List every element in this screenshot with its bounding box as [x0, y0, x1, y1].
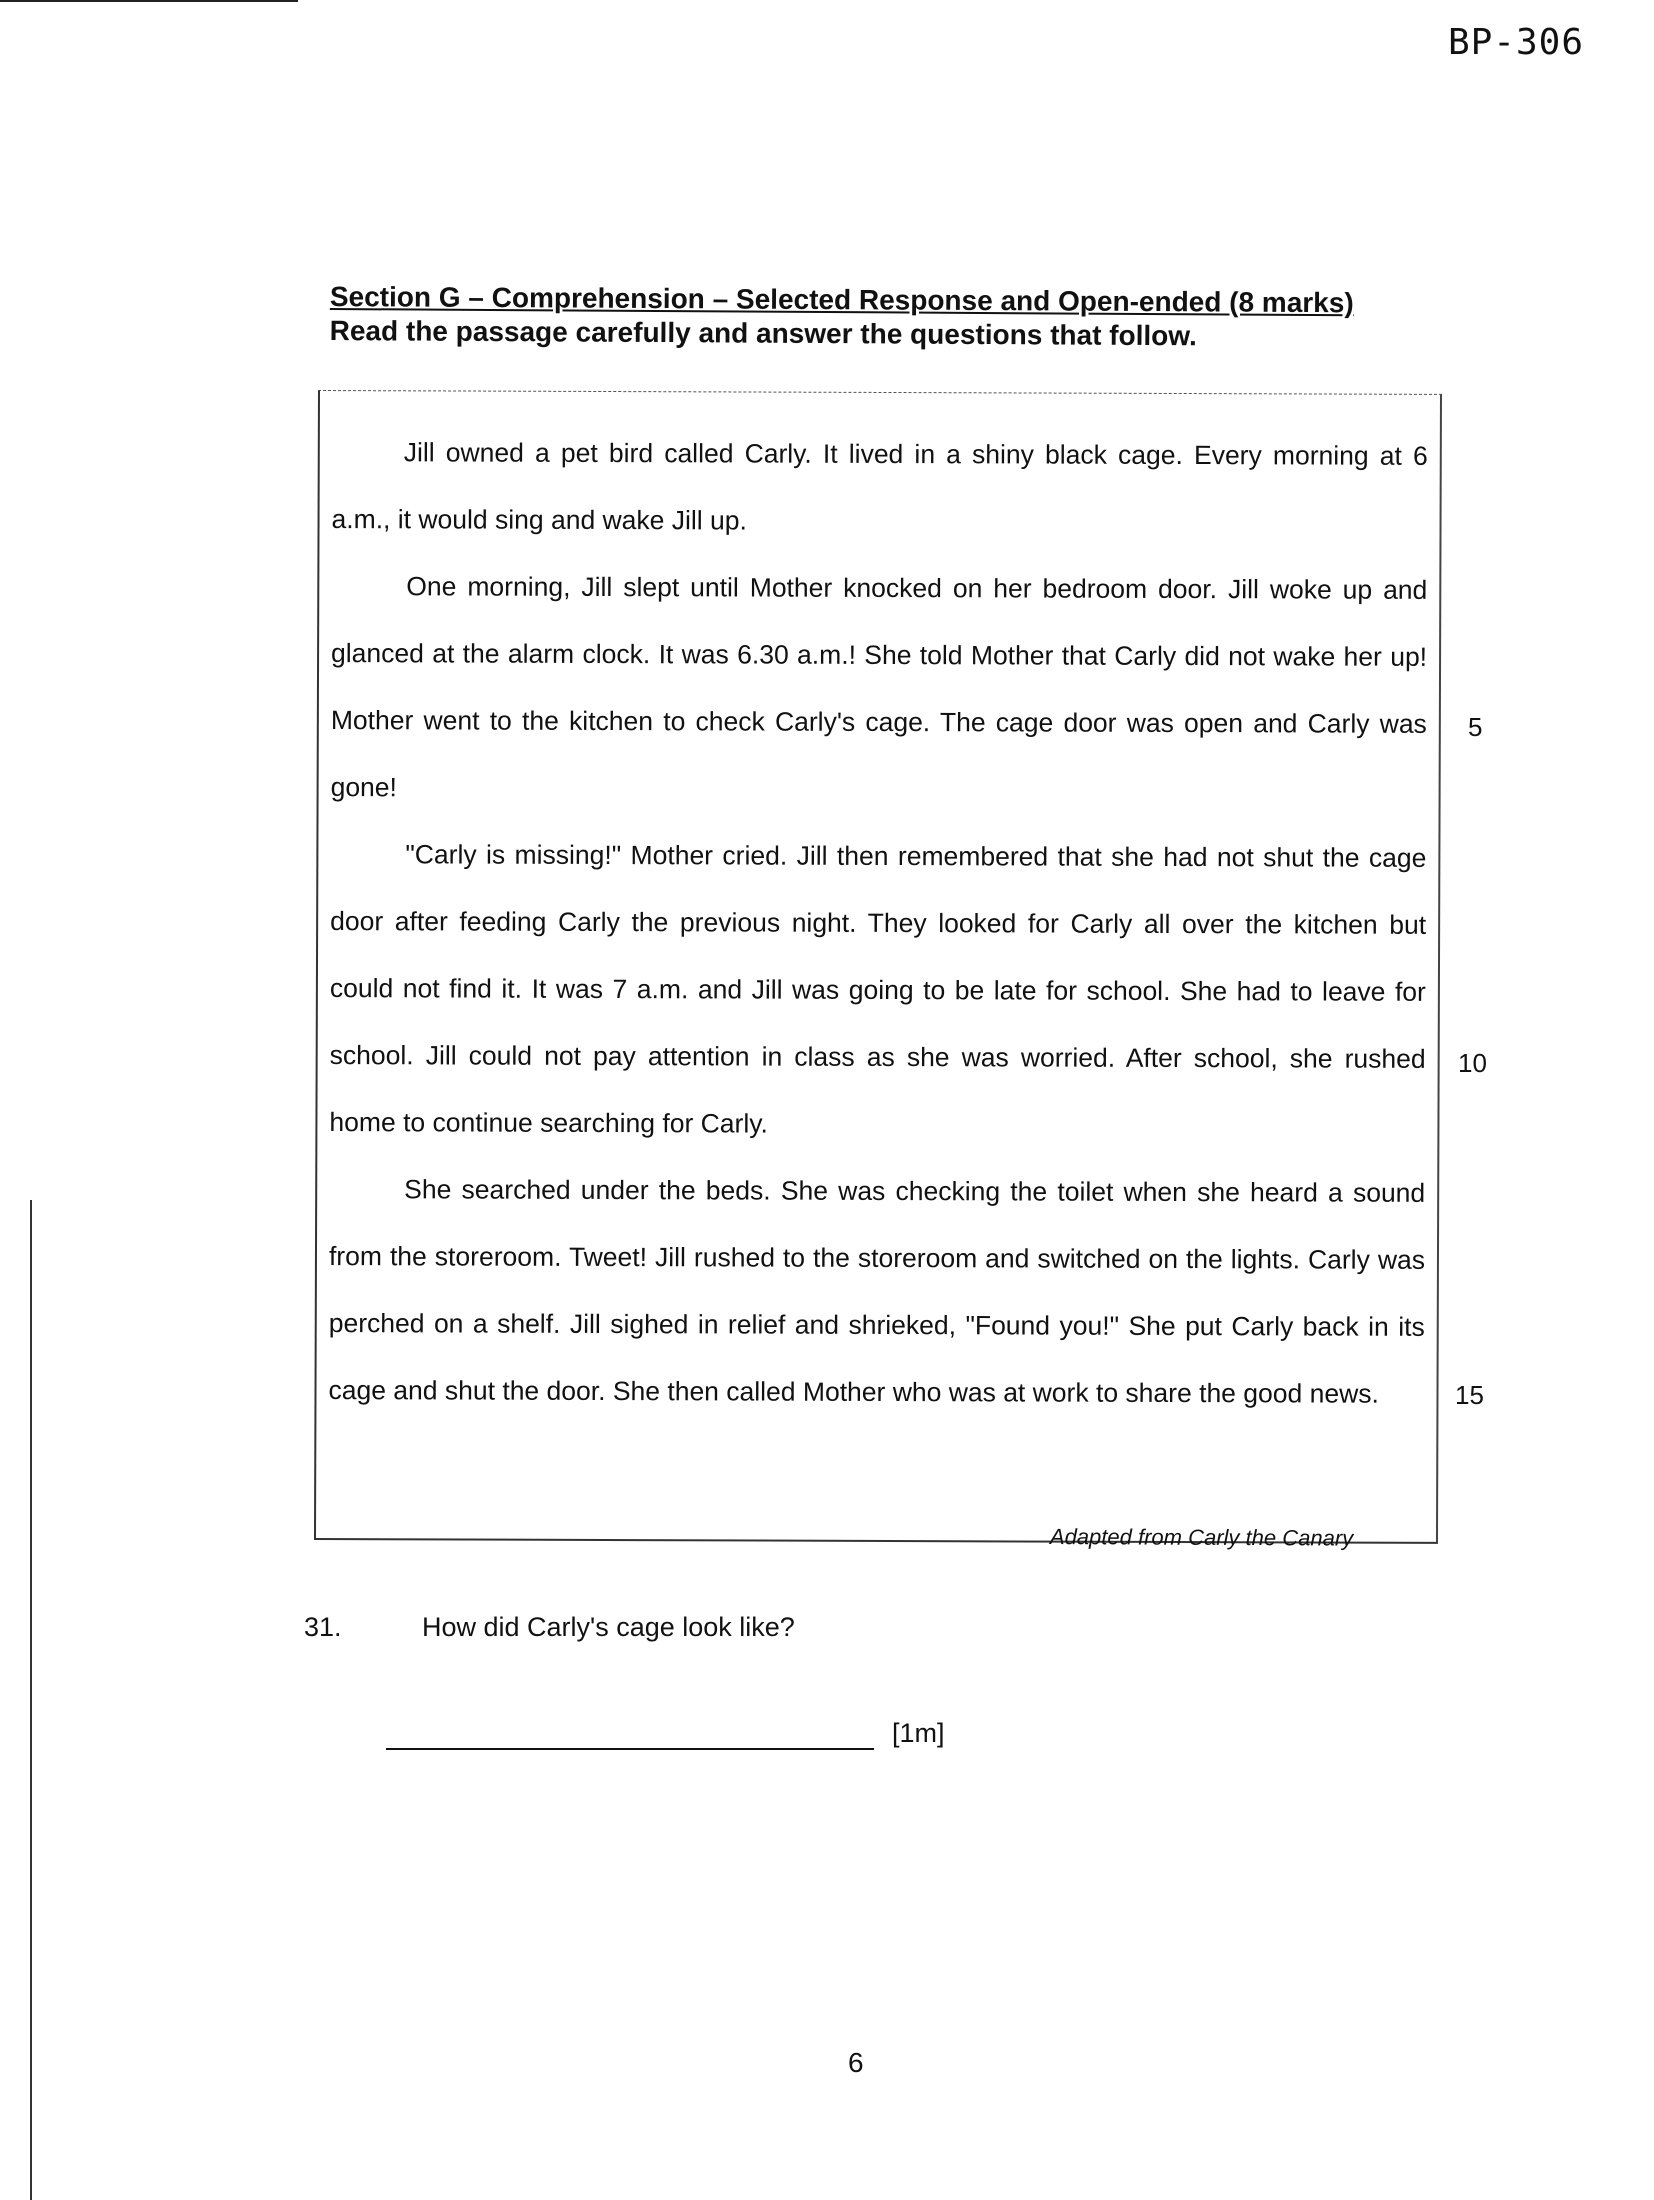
page-number: 6: [848, 2047, 864, 2078]
passage-source: Adapted from Carly the Canary: [1049, 1524, 1354, 1551]
line-number-5: 5: [1468, 712, 1483, 742]
line-number-15: 15: [1455, 1380, 1484, 1410]
scan-edge-left: [30, 1200, 32, 2200]
question-number: 31.: [304, 1612, 342, 1642]
passage-paragraph: "Carly is missing!" Mother cried. Jill then remembered that she had not shut the cage door after feeding Carly the previous night. They looked for Carly all over the kitchen but could not find it. It was 7 a.m. and Jill was going to be late for school. She had to leave for school. Jill could not pay attention in class as she was worried. After school, she rushed home to continue searching for Carly.: [329, 839, 1427, 1139]
passage-paragraph: One morning, Jill slept until Mother knocked on her bedroom door. Jill woke up and glanced at the alarm clock. It was 6.30 a.m.! She told Mother that Carly did not wake her up! Mother went to the kitchen to check Carly's cage. The cage door was open and Carly was gone!: [330, 571, 1428, 803]
paper-code: BP-306: [1447, 22, 1584, 63]
question-text: How did Carly's cage look like?: [422, 1612, 795, 1642]
passage-paragraph: Jill owned a pet bird called Carly. It lived in a shiny black cage. Every morning at 6 a.m., it would sing and wake Jill up.: [331, 437, 1428, 536]
passage-paragraph: She searched under the beds. She was checking the toilet when she heard a sound from the storeroom. Tweet! Jill rushed to the storeroom and switched on the lights. Carly was perched on a shelf. Jill sighed in relief and shrieked, "Found you!" She put Carly back in its cage and shut the door. She then called Mother who was at work to share the good news.: [328, 1174, 1426, 1409]
line-number-10: 10: [1458, 1048, 1487, 1078]
section-header: [330, 280, 1430, 355]
passage-box: [314, 390, 1442, 1544]
scan-edge-top: [0, 0, 298, 2]
question-marks: [1m]: [892, 1718, 945, 1748]
passage-text: [316, 419, 1428, 1428]
section-instructions: Read the passage carefully and answer the questions that follow.: [329, 314, 1197, 352]
section-title: Section G – Comprehension – Selected Response and Open-ended (8 marks): [329, 280, 1354, 319]
answer-line[interactable]: [386, 1748, 874, 1750]
